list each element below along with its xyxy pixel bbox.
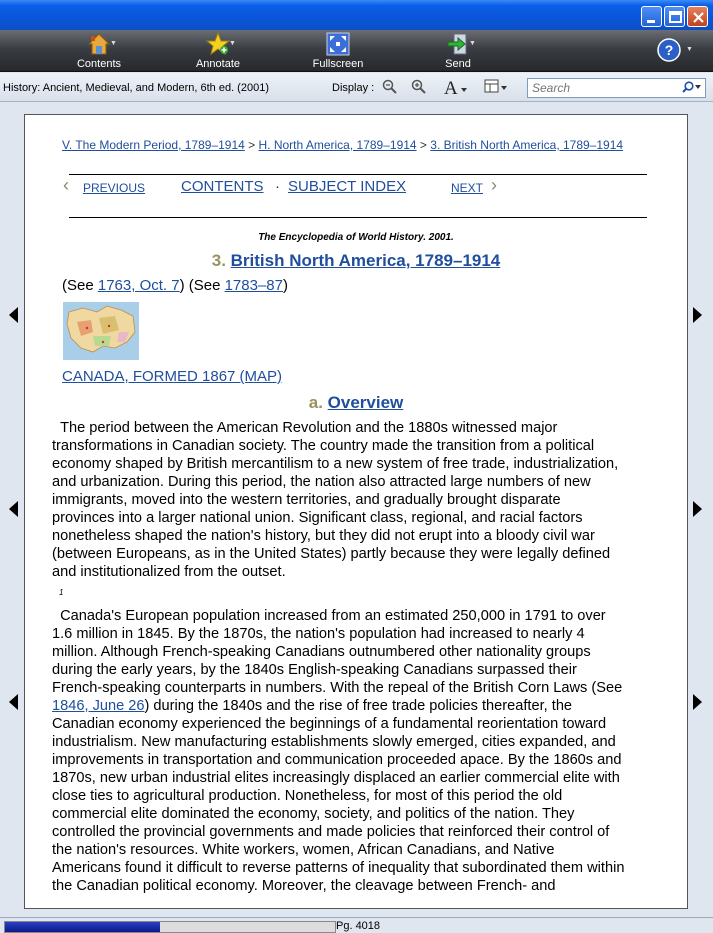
divider [69, 174, 647, 175]
next-page-arrow[interactable] [693, 307, 702, 323]
chevron-right-icon: › [491, 175, 497, 195]
next-page-arrow[interactable] [693, 694, 702, 710]
reading-progress-bar [4, 921, 336, 933]
date-link-1846[interactable]: 1846, June 26 [52, 698, 145, 714]
paragraph-line: during the early years, by the 1840s English-speaking Canadians surpassed their [52, 662, 577, 678]
zoom-in-icon[interactable] [411, 79, 427, 98]
fullscreen-label: Fullscreen [312, 58, 364, 70]
document-page [24, 114, 688, 909]
paragraph-line: immigrants, moved into the western territories, and gradually brought disparate [52, 492, 561, 508]
status-bar [0, 917, 713, 933]
paragraph-line: and urbanization. During this period, the nation also attracted large numbers of new [52, 474, 591, 490]
close-button[interactable] [687, 6, 708, 27]
annotate-label: Annotate [195, 58, 241, 70]
chevron-down-icon: ▼ [110, 40, 117, 47]
paragraph-line: The period between the American Revolution and the 1880s witnessed major [52, 420, 558, 436]
maximize-icon [665, 7, 686, 28]
font-size-icon[interactable] [443, 76, 469, 101]
breadcrumb [62, 138, 623, 152]
paragraph-line: 1.6 million in 1845. By the 1870s, the nation's population had increased to nearly 4 [52, 626, 585, 642]
paragraph-line: nonetheless shaped the nation's history, but they did not erupt into a bloody civil war [52, 528, 595, 544]
chevron-down-icon: ▼ [229, 40, 236, 47]
breadcrumb-separator: > [416, 138, 431, 152]
footnote-marker: 1 [59, 588, 64, 597]
see-also-line [62, 277, 288, 294]
paragraph-line-with-link [52, 697, 672, 715]
paragraph-population [52, 607, 672, 895]
divider [69, 217, 647, 218]
paragraph-line: provinces into a larger national union. Significant class, regional, and racial factors [52, 510, 583, 526]
main-toolbar [0, 30, 713, 72]
heading-number: 3. [211, 251, 226, 270]
page-number: Pg. 4018 [336, 920, 381, 932]
breadcrumb-link-north-america[interactable]: H. North America, 1789–1914 [258, 138, 417, 152]
chevron-down-icon: ▼ [686, 46, 693, 53]
paragraph-line: economy shaped by British mercantilism to a new system of free trade, industrialization, [52, 456, 619, 472]
paragraph-line: and institutionalized from the outset. [52, 564, 286, 580]
nav-separator: · [275, 178, 280, 195]
help-icon [657, 38, 681, 62]
send-icon [446, 32, 470, 56]
section-title-link[interactable]: Overview [327, 393, 404, 412]
paragraph-line: Canada's European population increased from an estimated 250,000 in 1791 to over [52, 608, 606, 624]
paragraph-line: improvements in transportation and communication proceeded apace. By the 1860s and [52, 752, 622, 768]
section-heading [25, 393, 687, 413]
paragraph-line: (between Europeans, as in the United States) partly because they were legally defined [52, 546, 611, 562]
subject-index-link[interactable]: SUBJECT INDEX [288, 178, 407, 195]
see-link-1783[interactable]: 1783–87 [224, 277, 283, 294]
home-icon [87, 32, 111, 56]
prev-page-arrow[interactable] [9, 694, 18, 710]
paragraph-lines [52, 607, 672, 697]
section-number: a. [308, 393, 323, 412]
article-nav [63, 175, 663, 198]
next-link[interactable]: NEXT [451, 181, 484, 195]
paragraph-line: controlled the provincial governments and made policies that reinforced their control of [52, 824, 610, 840]
paragraph-line: Americans found it difficult to reverse patterns of inequality that subordinated them within [52, 860, 625, 876]
page-title [25, 251, 687, 271]
next-page-arrow[interactable] [693, 501, 702, 517]
map-link[interactable]: CANADA, FORMED 1867 (MAP) [62, 368, 283, 385]
chevron-down-icon: ▼ [469, 40, 476, 47]
help-button[interactable] [634, 32, 704, 72]
display-label: Display : [332, 82, 375, 94]
heading-title-link[interactable]: British North America, 1789–1914 [230, 251, 501, 270]
send-label: Send [445, 58, 471, 70]
paragraph-line: 1870s, new urban industrial elites increasingly displaced an earlier commercial elite with [52, 770, 620, 786]
minimize-icon [642, 7, 663, 28]
layout-icon[interactable] [484, 78, 508, 99]
breadcrumb-separator: > [244, 138, 259, 152]
zoom-out-icon[interactable] [382, 79, 398, 98]
chevron-left-icon: ‹ [63, 175, 69, 195]
paragraph-line: transformations in Canadian society. The country made the transition from a political [52, 438, 595, 454]
reading-progress-fill [5, 922, 160, 932]
star-icon [206, 32, 230, 56]
previous-link[interactable]: PREVIOUS [83, 181, 146, 195]
minimize-button[interactable] [641, 6, 662, 27]
contents-label: Contents [76, 58, 122, 70]
paragraph-line: Canadian economy experienced the beginnings of a fundamental reorientation toward [52, 716, 607, 732]
paragraph-text: ) during the 1840s and the rise of free trade policies thereafter, the [144, 698, 573, 714]
see-text: (See [62, 277, 98, 294]
see-text: ) (See [179, 277, 225, 294]
fullscreen-icon [326, 32, 350, 56]
contents-button[interactable] [54, 32, 144, 72]
see-text: ) [283, 277, 288, 294]
window-titlebar [0, 0, 713, 30]
map-thumbnail[interactable] [63, 302, 139, 360]
send-button[interactable] [413, 32, 503, 72]
prev-page-arrow[interactable] [9, 501, 18, 517]
book-title: History: Ancient, Medieval, and Modern, 6th ed. (2001) [3, 82, 269, 94]
paragraph-line: industrialism. New manufacturing establishments slowly emerged, cities expanded, and [52, 734, 616, 750]
search-icon[interactable] [680, 81, 702, 98]
document-bar [0, 73, 713, 102]
contents-link[interactable]: CONTENTS [181, 178, 264, 195]
fullscreen-button[interactable] [293, 32, 383, 72]
paragraph-line: million. Although French-speaking Canadians outnumbered other nationality groups [52, 644, 591, 660]
paragraph-line: the nation's resources. White workers, women, African Canadians, and Native [52, 842, 555, 858]
paragraph-line: the Canadian political economy. Moreover, the cleavage between French- and [52, 878, 556, 894]
paragraph-line: close ties to agricultural production. Nonetheless, for most of this period the old [52, 788, 563, 804]
breadcrumb-link-british-north-america[interactable]: 3. British North America, 1789–1914 [430, 138, 624, 152]
svg-text:?: ? [664, 42, 674, 58]
paragraph-line: French-speaking counterparts in numbers. With the repeal of the British Corn Laws (See [52, 680, 623, 696]
prev-page-arrow[interactable] [9, 307, 18, 323]
paragraph-overview [52, 419, 672, 581]
see-link-1763[interactable]: 1763, Oct. 7 [97, 277, 180, 294]
paragraph-lines [52, 715, 672, 895]
maximize-button[interactable] [664, 6, 685, 27]
source-citation: The Encyclopedia of World History. 2001. [258, 232, 454, 243]
annotate-button[interactable] [173, 32, 263, 72]
breadcrumb-link-period[interactable]: V. The Modern Period, 1789–1914 [62, 138, 245, 152]
svg-text:A: A [444, 78, 458, 98]
paragraph-line: commercial elite dominated the economy, society, and politics of the nation. They [52, 806, 575, 822]
close-icon [688, 7, 709, 28]
map-image [63, 302, 139, 360]
